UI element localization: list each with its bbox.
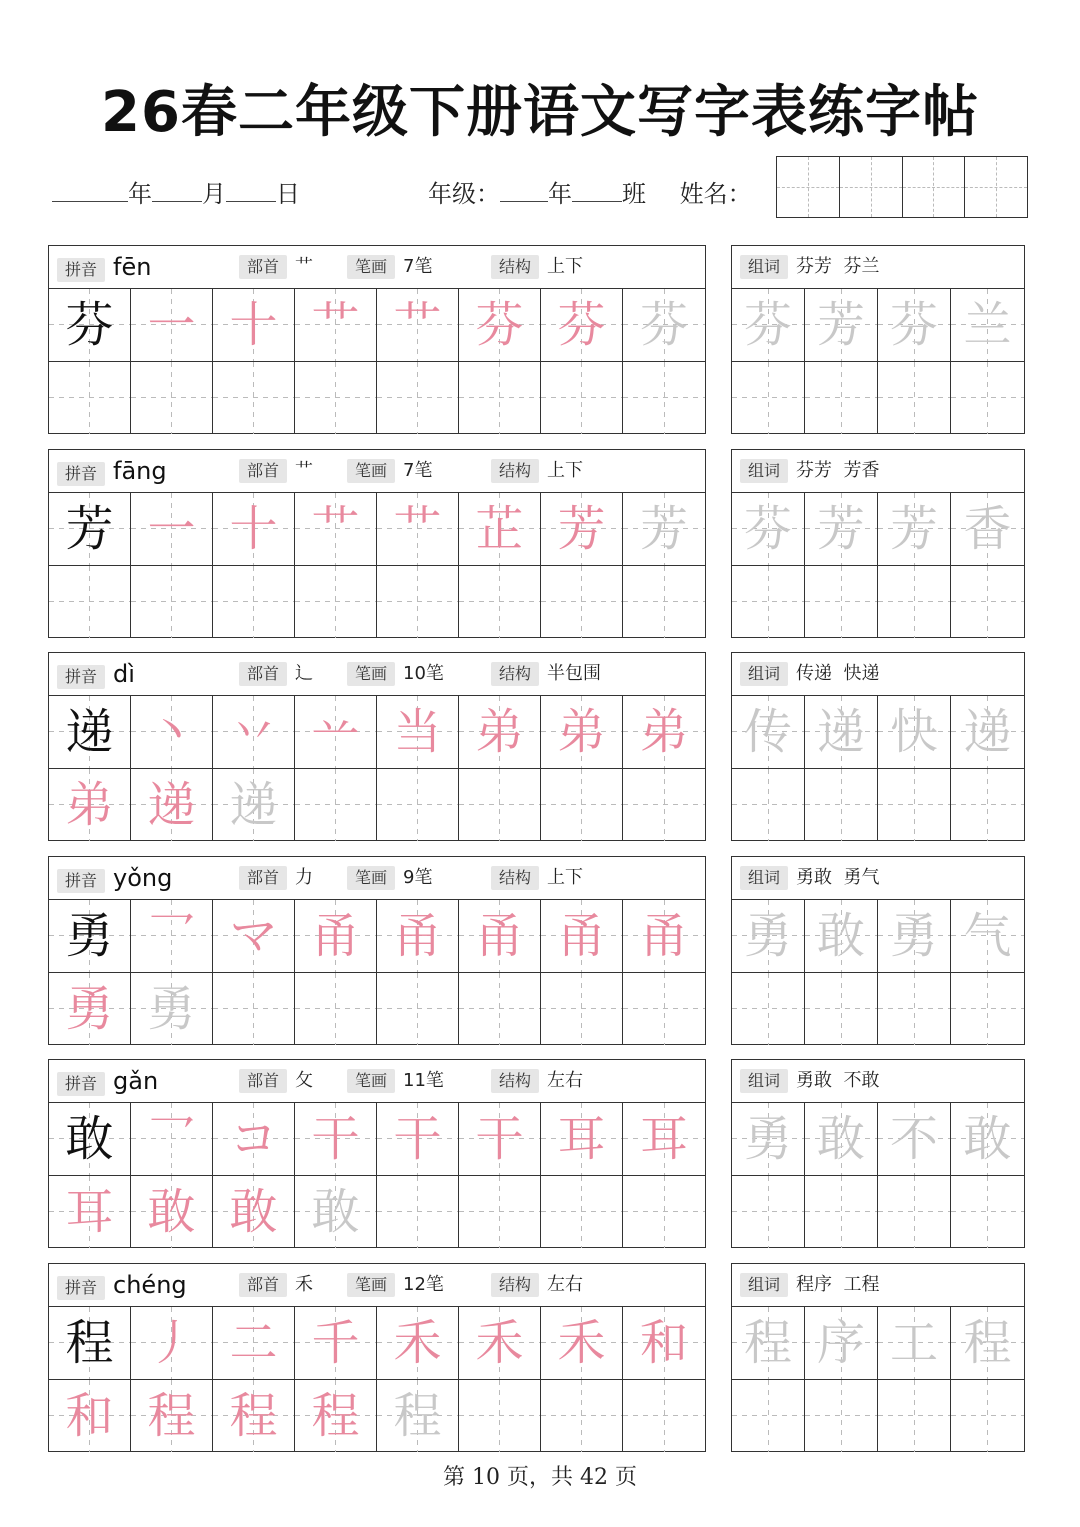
char-info-header [49, 857, 705, 900]
word-trace-cell[interactable] [878, 362, 951, 435]
word-trace-cell[interactable]: 程 [951, 1307, 1024, 1380]
word-trace-cell[interactable]: 芬 [732, 289, 805, 362]
stroke-step-cell[interactable] [623, 566, 705, 639]
stroke-step-cell[interactable] [623, 1176, 705, 1249]
word-trace-cell[interactable] [805, 769, 878, 842]
stroke-step-cell[interactable]: 丿 [131, 1307, 213, 1380]
stroke-step-cell[interactable]: 递 [131, 769, 213, 842]
char-info-header [49, 246, 705, 289]
radical-value: 艹 [295, 460, 314, 481]
stroke-order-grid [49, 900, 705, 1045]
words-value: 芬芳 芳香 [796, 460, 880, 481]
stroke-step-cell[interactable]: 敢 [131, 1176, 213, 1249]
words-value: 勇敢 不敢 [796, 1070, 880, 1091]
stroke-step-cell[interactable]: 一 [131, 289, 213, 362]
word-trace-grid [732, 1103, 1024, 1248]
stroke-step-cell[interactable]: 程 [377, 1380, 459, 1453]
structure-label: 结构 [491, 1273, 539, 1297]
stroke-step-cell[interactable]: 甬 [541, 900, 623, 973]
word-trace-cell[interactable]: 序 [805, 1307, 878, 1380]
stroke-step-cell[interactable] [377, 973, 459, 1046]
model-character[interactable]: 芬 [49, 289, 131, 362]
word-trace-cell[interactable] [805, 1176, 878, 1249]
strokes-label: 笔画 [347, 866, 395, 890]
word-trace-cell[interactable]: 芬 [732, 493, 805, 566]
char-practice-block [48, 245, 706, 434]
word-practice-block [731, 856, 1025, 1045]
stroke-step-cell[interactable]: 乛 [131, 1103, 213, 1176]
stroke-step-cell[interactable] [459, 1176, 541, 1249]
char-info-header [49, 1060, 705, 1103]
stroke-step-cell[interactable] [541, 1380, 623, 1453]
word-trace-cell[interactable] [951, 566, 1024, 639]
month-blank[interactable] [152, 177, 202, 202]
model-character[interactable]: 敢 [49, 1103, 131, 1176]
date-line [52, 176, 300, 212]
stroke-step-cell[interactable] [295, 769, 377, 842]
word-trace-cell[interactable]: 勇 [878, 900, 951, 973]
stroke-step-cell[interactable] [623, 1380, 705, 1453]
stroke-step-cell[interactable]: 禾 [459, 1307, 541, 1380]
stroke-step-cell[interactable]: 芷 [459, 493, 541, 566]
word-trace-grid [732, 696, 1024, 841]
pinyin-label: 拼音 [57, 665, 105, 689]
word-trace-cell[interactable] [951, 769, 1024, 842]
stroke-step-cell[interactable]: 干 [459, 1103, 541, 1176]
radical-label: 部首 [239, 662, 287, 686]
word-trace-cell[interactable]: 芳 [805, 493, 878, 566]
structure-value: 上下 [547, 256, 584, 277]
stroke-step-cell[interactable] [623, 362, 705, 435]
pinyin-label: 拼音 [57, 258, 105, 282]
stroke-step-cell[interactable]: 芬 [541, 289, 623, 362]
word-trace-cell[interactable] [878, 1380, 951, 1453]
words-value: 芬芳 芬兰 [796, 256, 880, 277]
word-trace-cell[interactable]: 递 [805, 696, 878, 769]
stroke-step-cell[interactable]: 千 [295, 1307, 377, 1380]
char-practice-block [48, 449, 706, 638]
word-trace-cell[interactable] [805, 362, 878, 435]
stroke-step-cell[interactable] [623, 769, 705, 842]
word-trace-grid [732, 900, 1024, 1045]
stroke-order-grid [49, 1307, 705, 1452]
stroke-step-cell[interactable]: 干 [295, 1103, 377, 1176]
stroke-step-cell[interactable]: 十 [213, 493, 295, 566]
stroke-order-grid [49, 696, 705, 841]
word-trace-grid [732, 289, 1024, 434]
stroke-step-cell[interactable]: 耳 [541, 1103, 623, 1176]
stroke-step-cell[interactable]: 禾 [377, 1307, 459, 1380]
stroke-step-cell[interactable]: 䒑 [295, 696, 377, 769]
stroke-step-cell[interactable] [213, 566, 295, 639]
stroke-step-cell[interactable]: 弟 [459, 696, 541, 769]
char-practice-block [48, 1059, 706, 1248]
radical-value: 力 [295, 867, 314, 888]
stroke-step-cell[interactable]: 甬 [377, 900, 459, 973]
radical-value: 艹 [295, 256, 314, 277]
stroke-order-grid [49, 289, 705, 434]
strokes-value: 7笔 [403, 256, 433, 277]
stroke-step-cell[interactable]: 甬 [623, 900, 705, 973]
stroke-step-cell[interactable] [459, 973, 541, 1046]
stroke-step-cell[interactable]: 二 [213, 1307, 295, 1380]
word-trace-cell[interactable] [878, 1176, 951, 1249]
stroke-step-cell[interactable]: 递 [213, 769, 295, 842]
pinyin-label: 拼音 [57, 1072, 105, 1096]
strokes-label: 笔画 [347, 1069, 395, 1093]
name-box[interactable] [777, 157, 840, 217]
word-trace-cell[interactable]: 程 [732, 1307, 805, 1380]
strokes-value: 11笔 [403, 1070, 444, 1091]
word-trace-cell[interactable] [951, 973, 1024, 1046]
radical-value: 辶 [295, 663, 314, 684]
stroke-step-cell[interactable] [623, 973, 705, 1046]
name-label: 姓名： [679, 180, 752, 208]
stroke-step-cell[interactable]: 甬 [295, 900, 377, 973]
stroke-step-cell[interactable]: 芳 [541, 493, 623, 566]
day-label: 日 [276, 180, 300, 208]
stroke-step-cell[interactable] [295, 566, 377, 639]
word-trace-cell[interactable]: 不 [878, 1103, 951, 1176]
stroke-step-cell[interactable]: 芬 [623, 289, 705, 362]
word-trace-cell[interactable]: 勇 [732, 900, 805, 973]
name-boxes[interactable] [776, 156, 1028, 218]
stroke-step-cell[interactable]: 弟 [541, 696, 623, 769]
word-trace-cell[interactable] [951, 362, 1024, 435]
word-trace-grid [732, 493, 1024, 638]
page-footer: 第 10 页，共 42 页 [443, 1465, 637, 1490]
char-info-header [49, 1264, 705, 1307]
stroke-step-cell[interactable]: 禾 [541, 1307, 623, 1380]
stroke-step-cell[interactable]: 乛 [131, 900, 213, 973]
word-trace-cell[interactable] [732, 973, 805, 1046]
word-trace-cell[interactable]: 递 [951, 696, 1024, 769]
grade-year-blank[interactable] [500, 177, 548, 202]
page-title: 26春二年级下册语文写字表练字帖 [101, 80, 979, 145]
stroke-step-cell[interactable]: 勇 [131, 973, 213, 1046]
stroke-step-cell[interactable] [459, 1380, 541, 1453]
stroke-step-cell[interactable] [131, 362, 213, 435]
structure-value: 左右 [547, 1274, 584, 1295]
stroke-step-cell[interactable]: 艹 [295, 493, 377, 566]
word-trace-cell[interactable]: 敢 [805, 1103, 878, 1176]
name-box[interactable] [965, 157, 1027, 217]
stroke-step-cell[interactable]: 芳 [623, 493, 705, 566]
word-trace-cell[interactable]: 兰 [951, 289, 1024, 362]
strokes-value: 7笔 [403, 460, 433, 481]
stroke-step-cell[interactable]: 耳 [623, 1103, 705, 1176]
model-character[interactable]: 芳 [49, 493, 131, 566]
stroke-step-cell[interactable]: 勇 [49, 973, 131, 1046]
words-value: 勇敢 勇气 [796, 867, 880, 888]
stroke-step-cell[interactable]: 敢 [295, 1176, 377, 1249]
words-header [732, 857, 1024, 900]
grade-year-label: 年 [548, 180, 572, 208]
class-label: 班 [622, 180, 646, 208]
radical-value: 禾 [295, 1274, 314, 1295]
stroke-step-cell[interactable]: 艹 [377, 289, 459, 362]
stroke-step-cell[interactable]: マ [213, 900, 295, 973]
word-trace-cell[interactable]: 芳 [878, 493, 951, 566]
model-character[interactable]: 递 [49, 696, 131, 769]
stroke-step-cell[interactable] [49, 362, 131, 435]
pinyin-value: fāng [113, 457, 167, 485]
stroke-step-cell[interactable] [377, 566, 459, 639]
grade-label: 年级： [428, 180, 500, 208]
stroke-order-grid [49, 1103, 705, 1248]
pinyin-label: 拼音 [57, 1276, 105, 1300]
word-trace-cell[interactable]: 勇 [732, 1103, 805, 1176]
stroke-step-cell[interactable]: 程 [213, 1380, 295, 1453]
name-box[interactable] [903, 157, 966, 217]
stroke-step-cell[interactable] [377, 769, 459, 842]
word-trace-grid [732, 1307, 1024, 1452]
structure-value: 左右 [547, 1070, 584, 1091]
words-header [732, 450, 1024, 493]
word-practice-block [731, 1263, 1025, 1452]
structure-label: 结构 [491, 255, 539, 279]
stroke-order-grid [49, 493, 705, 638]
word-trace-cell[interactable]: 快 [878, 696, 951, 769]
stroke-step-cell[interactable]: 艹 [377, 493, 459, 566]
word-trace-cell[interactable]: 气 [951, 900, 1024, 973]
strokes-label: 笔画 [347, 1273, 395, 1297]
grade-line [428, 176, 752, 212]
strokes-value: 12笔 [403, 1274, 444, 1295]
structure-label: 结构 [491, 866, 539, 890]
stroke-step-cell[interactable] [541, 362, 623, 435]
words-header [732, 1060, 1024, 1103]
stroke-step-cell[interactable]: 干 [377, 1103, 459, 1176]
stroke-step-cell[interactable] [541, 973, 623, 1046]
stroke-step-cell[interactable] [213, 973, 295, 1046]
stroke-step-cell[interactable]: 弟 [623, 696, 705, 769]
structure-value: 上下 [547, 867, 584, 888]
stroke-step-cell[interactable]: 和 [623, 1307, 705, 1380]
word-trace-cell[interactable] [732, 1176, 805, 1249]
words-label: 组词 [740, 1273, 788, 1297]
char-practice-block [48, 1263, 706, 1452]
words-label: 组词 [740, 662, 788, 686]
model-character[interactable]: 勇 [49, 900, 131, 973]
pinyin-value: gǎn [113, 1067, 159, 1095]
stroke-step-cell[interactable] [459, 566, 541, 639]
class-blank[interactable] [572, 177, 622, 202]
word-trace-cell[interactable] [732, 566, 805, 639]
word-trace-cell[interactable] [878, 769, 951, 842]
radical-label: 部首 [239, 866, 287, 890]
stroke-step-cell[interactable] [541, 566, 623, 639]
stroke-step-cell[interactable]: コ [213, 1103, 295, 1176]
word-practice-block [731, 1059, 1025, 1248]
radical-label: 部首 [239, 459, 287, 483]
name-box[interactable] [840, 157, 903, 217]
pinyin-value: chéng [113, 1271, 187, 1299]
structure-label: 结构 [491, 662, 539, 686]
word-trace-cell[interactable] [805, 973, 878, 1046]
words-header [732, 1264, 1024, 1307]
strokes-label: 笔画 [347, 459, 395, 483]
word-trace-cell[interactable]: 传 [732, 696, 805, 769]
radical-label: 部首 [239, 255, 287, 279]
pinyin-label: 拼音 [57, 869, 105, 893]
stroke-step-cell[interactable]: 和 [49, 1380, 131, 1453]
pinyin-value: fēn [113, 253, 152, 281]
word-trace-cell[interactable] [805, 566, 878, 639]
stroke-step-cell[interactable] [459, 362, 541, 435]
word-trace-cell[interactable] [805, 1380, 878, 1453]
char-info-header [49, 653, 705, 696]
stroke-step-cell[interactable] [131, 566, 213, 639]
stroke-step-cell[interactable]: 程 [295, 1380, 377, 1453]
word-practice-block [731, 652, 1025, 841]
stroke-step-cell[interactable]: 甬 [459, 900, 541, 973]
stroke-step-cell[interactable]: 芬 [459, 289, 541, 362]
char-practice-block [48, 652, 706, 841]
year-label: 年 [128, 180, 152, 208]
stroke-step-cell[interactable]: 当 [377, 696, 459, 769]
stroke-step-cell[interactable] [377, 1176, 459, 1249]
stroke-step-cell[interactable] [295, 973, 377, 1046]
stroke-step-cell[interactable] [49, 566, 131, 639]
stroke-step-cell[interactable] [377, 362, 459, 435]
radical-value: 攵 [295, 1070, 314, 1091]
words-label: 组词 [740, 459, 788, 483]
words-header [732, 246, 1024, 289]
stroke-step-cell[interactable]: 艹 [295, 289, 377, 362]
radical-label: 部首 [239, 1069, 287, 1093]
structure-label: 结构 [491, 1069, 539, 1093]
word-trace-cell[interactable] [951, 1380, 1024, 1453]
word-practice-block [731, 449, 1025, 638]
structure-label: 结构 [491, 459, 539, 483]
structure-value: 半包围 [547, 663, 602, 684]
radical-label: 部首 [239, 1273, 287, 1297]
stroke-step-cell[interactable]: 丶 [131, 696, 213, 769]
strokes-label: 笔画 [347, 662, 395, 686]
word-practice-block [731, 245, 1025, 434]
word-trace-cell[interactable] [951, 1176, 1024, 1249]
word-trace-cell[interactable] [732, 1380, 805, 1453]
stroke-step-cell[interactable]: 弟 [49, 769, 131, 842]
month-label: 月 [202, 180, 226, 208]
stroke-step-cell[interactable] [213, 362, 295, 435]
strokes-value: 10笔 [403, 663, 444, 684]
stroke-step-cell[interactable]: 敢 [213, 1176, 295, 1249]
word-trace-cell[interactable]: 工 [878, 1307, 951, 1380]
structure-value: 上下 [547, 460, 584, 481]
word-trace-cell[interactable] [732, 362, 805, 435]
strokes-value: 9笔 [403, 867, 433, 888]
word-trace-cell[interactable]: 芳 [805, 289, 878, 362]
words-header [732, 653, 1024, 696]
words-label: 组词 [740, 866, 788, 890]
word-trace-cell[interactable] [878, 973, 951, 1046]
char-practice-block [48, 856, 706, 1045]
char-info-header [49, 450, 705, 493]
pinyin-label: 拼音 [57, 462, 105, 486]
strokes-label: 笔画 [347, 255, 395, 279]
pinyin-value: yǒng [113, 864, 173, 892]
stroke-step-cell[interactable] [541, 1176, 623, 1249]
stroke-step-cell[interactable]: 丷 [213, 696, 295, 769]
word-trace-cell[interactable]: 敢 [805, 900, 878, 973]
word-trace-cell[interactable] [878, 566, 951, 639]
stroke-step-cell[interactable] [541, 769, 623, 842]
word-trace-cell[interactable]: 香 [951, 493, 1024, 566]
word-trace-cell[interactable]: 敢 [951, 1103, 1024, 1176]
model-character[interactable]: 程 [49, 1307, 131, 1380]
words-label: 组词 [740, 1069, 788, 1093]
stroke-step-cell[interactable] [295, 362, 377, 435]
pinyin-value: dì [113, 660, 135, 688]
words-label: 组词 [740, 255, 788, 279]
words-value: 传递 快递 [796, 663, 880, 684]
day-blank[interactable] [226, 177, 276, 202]
stroke-step-cell[interactable]: 程 [131, 1380, 213, 1453]
word-trace-cell[interactable] [732, 769, 805, 842]
stroke-step-cell[interactable]: 一 [131, 493, 213, 566]
words-value: 程序 工程 [796, 1274, 880, 1295]
year-blank[interactable] [52, 177, 128, 202]
stroke-step-cell[interactable]: 耳 [49, 1176, 131, 1249]
word-trace-cell[interactable]: 芬 [878, 289, 951, 362]
stroke-step-cell[interactable]: 十 [213, 289, 295, 362]
stroke-step-cell[interactable] [459, 769, 541, 842]
